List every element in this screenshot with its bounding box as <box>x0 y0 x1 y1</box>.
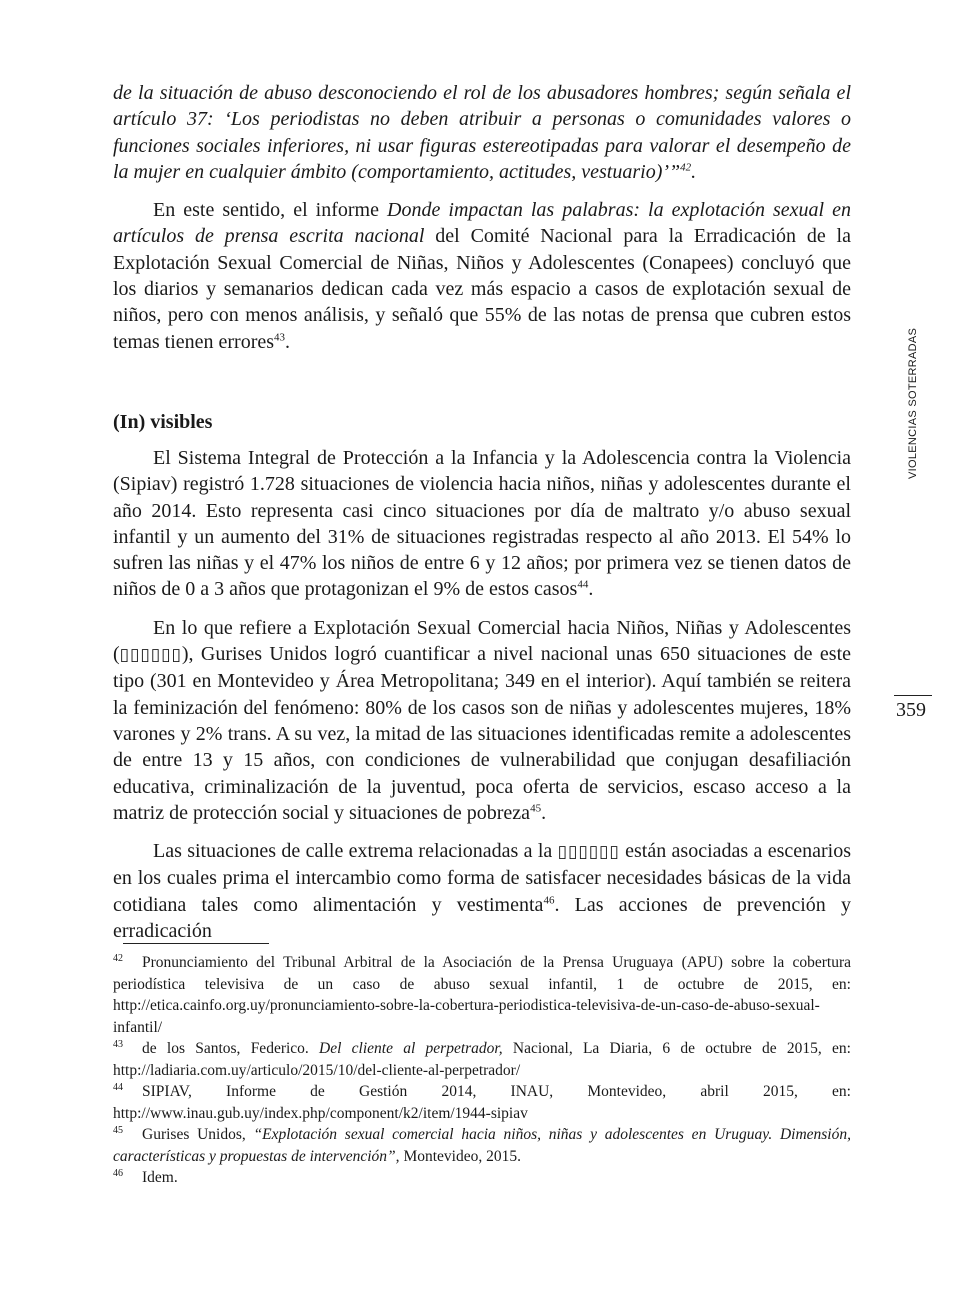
footnotes <box>113 952 851 1189</box>
footnote-43: 43 de los Santos, Federico. Del cliente al perpetrador, Nacional, La Diaria, 6 de octubre de 2015, en: http://ladiaria.com.uy/articulo/2015/10/del-cliente-al-perpetrador/ <box>113 1038 851 1079</box>
section-heading: (In) visibles <box>113 410 213 433</box>
footnote-ref-46[interactable]: 46 <box>543 894 555 907</box>
paragraph-text: . Las acciones de prevención y erradicación <box>113 893 851 943</box>
paragraph-text: En lo que refiere a Explotación Sexual Comercial hacia Niños, Niñas y Adolescentes ( <box>113 616 851 666</box>
footnote-45: 45 Gurises Unidos, “Explotación sexual comercial hacia niños, niñas y adolescentes en Uruguay. Dimensión, características y propuestas de intervención”, Montevideo, 2015. <box>113 1124 851 1165</box>
missing-glyphs: ▯▯▯▯▯▯ <box>119 645 182 666</box>
paragraph-text: ), Gurises Unidos logró cuantificar a nivel nacional unas 650 situaciones de este tipo (301 en Montevideo y Área Metropolitana; 349 en el interior). Aquí también se reitera la feminización del fenómeno: 80% de los casos son de niñas y adolescentes mujeres, 18% varones y 2% trans. A su vez, la mitad de las situaciones identificadas remite a adolescentes de entre 13 y 15 años, con condiciones de vulnerabilidad que conjugan desafiliación educativa, criminalización de la juventud, poca oferta de servicios, escaso acceso a la matriz de protección social y situaciones de pobreza <box>113 643 851 824</box>
report-title: Donde impactan las palabras: la explotación sexual en artículos de prensa escrita nacional <box>113 199 852 248</box>
footnote-separator <box>123 943 269 944</box>
footnote-ref-44[interactable]: 44 <box>577 578 589 591</box>
footnote-text: Idem. <box>142 1169 178 1186</box>
main-text <box>113 80 851 956</box>
footnote-italic: “Explotación sexual comercial hacia niños, niñas y adolescentes en Uruguay. Dimensión, características y propuestas de intervención”, <box>113 1126 851 1165</box>
page-number-rule <box>894 695 932 696</box>
paragraph-sipiav: El Sistema Integral de Protección a la Infancia y la Adolescencia contra la Violencia (Sipiav) registró 1.728 situaciones de violencia hacia niños, niñas y adolescentes durante el año 2014. Esto representa casi cinco situaciones por día de maltrato y/o abuso sexual infantil y un aumento del 31% de situaciones registradas respecto al año 2013. El 54% lo sufren las niñas y el 47% los niños de entre 6 y 12 años; por primera vez se tienen datos de niños de 0 a 3 años que protagonizan el 9% de estos casos$^{44}$. <box>113 446 851 601</box>
paragraph-calle <box>113 838 851 944</box>
paragraph-conapees: En este sentido, el informe Donde impactan las palabras: la explotación sexual en artículos de prensa escrita nacional del Comité Nacional para la Erradicación de la Explotación Sexual Comercial de Niñas, Niños y Adolescentes (Conapees) concluyó que los diarios y semanarios dedican cada vez más espacio a casos de explotación sexual de niños, pero con menos análisis, y señaló que 55% de las notas de prensa que cubren estos temas tienen errores$^{43}$. <box>113 199 852 353</box>
paragraph-quote: de la situación de abuso desconociendo el rol de los abusadores hombres; según señala el artículo 37: ‘Los periodistas no deben atribuir a personas o comunidades valores o funciones sociales inferiores, ni usar figuras estereotipadas para valorar el desempeño de la mujer en cualquier ámbito (comportamiento, actitudes, vestuario)’”$^{42}$. <box>113 82 851 183</box>
footnote-text: Nacional, La Diaria, 6 de octubre de 2015, en: http://ladiaria.com.uy/articulo/2015/10/del-cliente-al-perpetrador/ <box>113 1040 851 1079</box>
running-head-text: VIOLENCIAS SOTERRADAS <box>907 327 919 479</box>
quote-text: de la situación de abuso desconociendo el rol de los abusadores hombres; según señala el artículo 37: ‘Los periodistas no deben atribuir a personas o comunidades valores o funciones sociales inferiores, ni usar figuras estereotipadas para valorar el desempeño de la mujer en cualquier ámbito (comportamiento, actitudes, vestuario)’” <box>113 82 851 183</box>
paragraph-text: Las situaciones de calle extrema relacionadas a la <box>153 840 558 863</box>
footnote-42: 42 Pronunciamiento del Tribunal Arbitral de la Asociación de la Prensa Uruguaya (APU) sobre la cobertura periodística televisiva de un caso de abuso sexual infantil, 1 de octubre de 2015, en: http://etica.cainfo.org.uy/pronunciamiento-sobre-la-cobertura-periodistica-televisiva-de-un-caso-de-abuso-sexual-infantil/ <box>113 952 851 1036</box>
footnote-44: 44 SIPIAV, Informe de Gestión 2014, INAU, Montevideo, abril 2015, en: http://www.inau.gub.uy/index.php/component/k2/item/1944-sipiav <box>113 1081 851 1122</box>
footnote-ref-45[interactable]: 45 <box>530 802 542 815</box>
paragraph-gurises: En lo que refiere a Explotación Sexual Comercial hacia Niños, Niñas y Adolescentes (▯▯▯▯▯▯), Gurises Unidos logró cuantificar a nivel nacional unas 650 situaciones de este tipo (301 en Montevideo y Área Metropolitana; 349 en el interior). Aquí también se reitera la feminización del fenómeno: 80% de los casos son de niñas y adolescentes mujeres, 18% varones y 2% trans. A su vez, la mitad de las situaciones identificadas remite a adolescentes de entre 13 y 15 años, con condiciones de vulnerabilidad que conjugan desafiliación educativa, criminalización de la juventud, poca oferta de servicios, escaso acceso a la matriz de protección social y situaciones de pobreza$^{45}$. <box>113 616 851 824</box>
footnote-text: Pronunciamiento del Tribunal Arbitral de la Asociación de la Prensa Uruguaya (APU) sobre la cobertura periodística televisiva de un caso de abuso sexual infantil, 1 de octubre de 2015, en: http://etica.cainfo.org.uy/pronunciamiento-sobre-la-cobertura-periodistica-televisiva-de-un-caso-de-abuso-sexual-infantil/ <box>113 954 851 1036</box>
footnote-text: Gurises Unidos, <box>142 1126 254 1143</box>
page-number: 359 <box>896 699 926 721</box>
footnote-46: 46 Idem. <box>113 1167 178 1186</box>
footnote-text: Montevideo, 2015. <box>399 1147 521 1165</box>
paragraph-text: En este sentido, el informe <box>153 199 388 222</box>
paragraph-text: están asociadas a escenarios en los cuales prima el intercambio como forma de satisfacer necesidades básicas de la vida cotidiana tales como alimentación y vestimenta <box>113 840 851 916</box>
missing-glyphs: ▯▯▯▯▯▯ <box>557 842 620 863</box>
paragraph-text: del Comité Nacional para la Erradicación de la Explotación Sexual Comercial de Niñas, Niños y Adolescentes (Conapees) concluyó que los diarios y semanarios dedican cada vez más espacio a casos de explotación sexual de niños, pero con menos análisis, y señaló que 55% de las notas de prensa que cubren estos temas tienen errores <box>113 225 851 353</box>
footnote-italic: Del cliente al perpetrador, <box>319 1040 503 1057</box>
footnote-ref-43[interactable]: 43 <box>274 331 286 344</box>
footnote-text: de los Santos, Federico. <box>142 1040 320 1057</box>
footnote-text: SIPIAV, Informe de Gestión 2014, INAU, Montevideo, abril 2015, en: http://www.inau.gub.uy/index.php/component/k2/item/1944-sipiav <box>113 1083 851 1122</box>
footnote-ref-42[interactable]: 42 <box>680 161 692 174</box>
paragraph-text: El Sistema Integral de Protección a la Infancia y la Adolescencia contra la Violencia (Sipiav) registró 1.728 situaciones de violencia hacia niños, niñas y adolescentes durante el año 2014. Esto representa casi cinco situaciones por día de maltrato y/o abuso sexual infantil y un aumento del 31% de situaciones registradas respecto al año 2013. El 54% lo sufren las niñas y el 47% los niños de entre 6 y 12 años; por primera vez se tienen datos de niños de 0 a 3 años que protagonizan el 9% de estos casos <box>113 446 851 601</box>
